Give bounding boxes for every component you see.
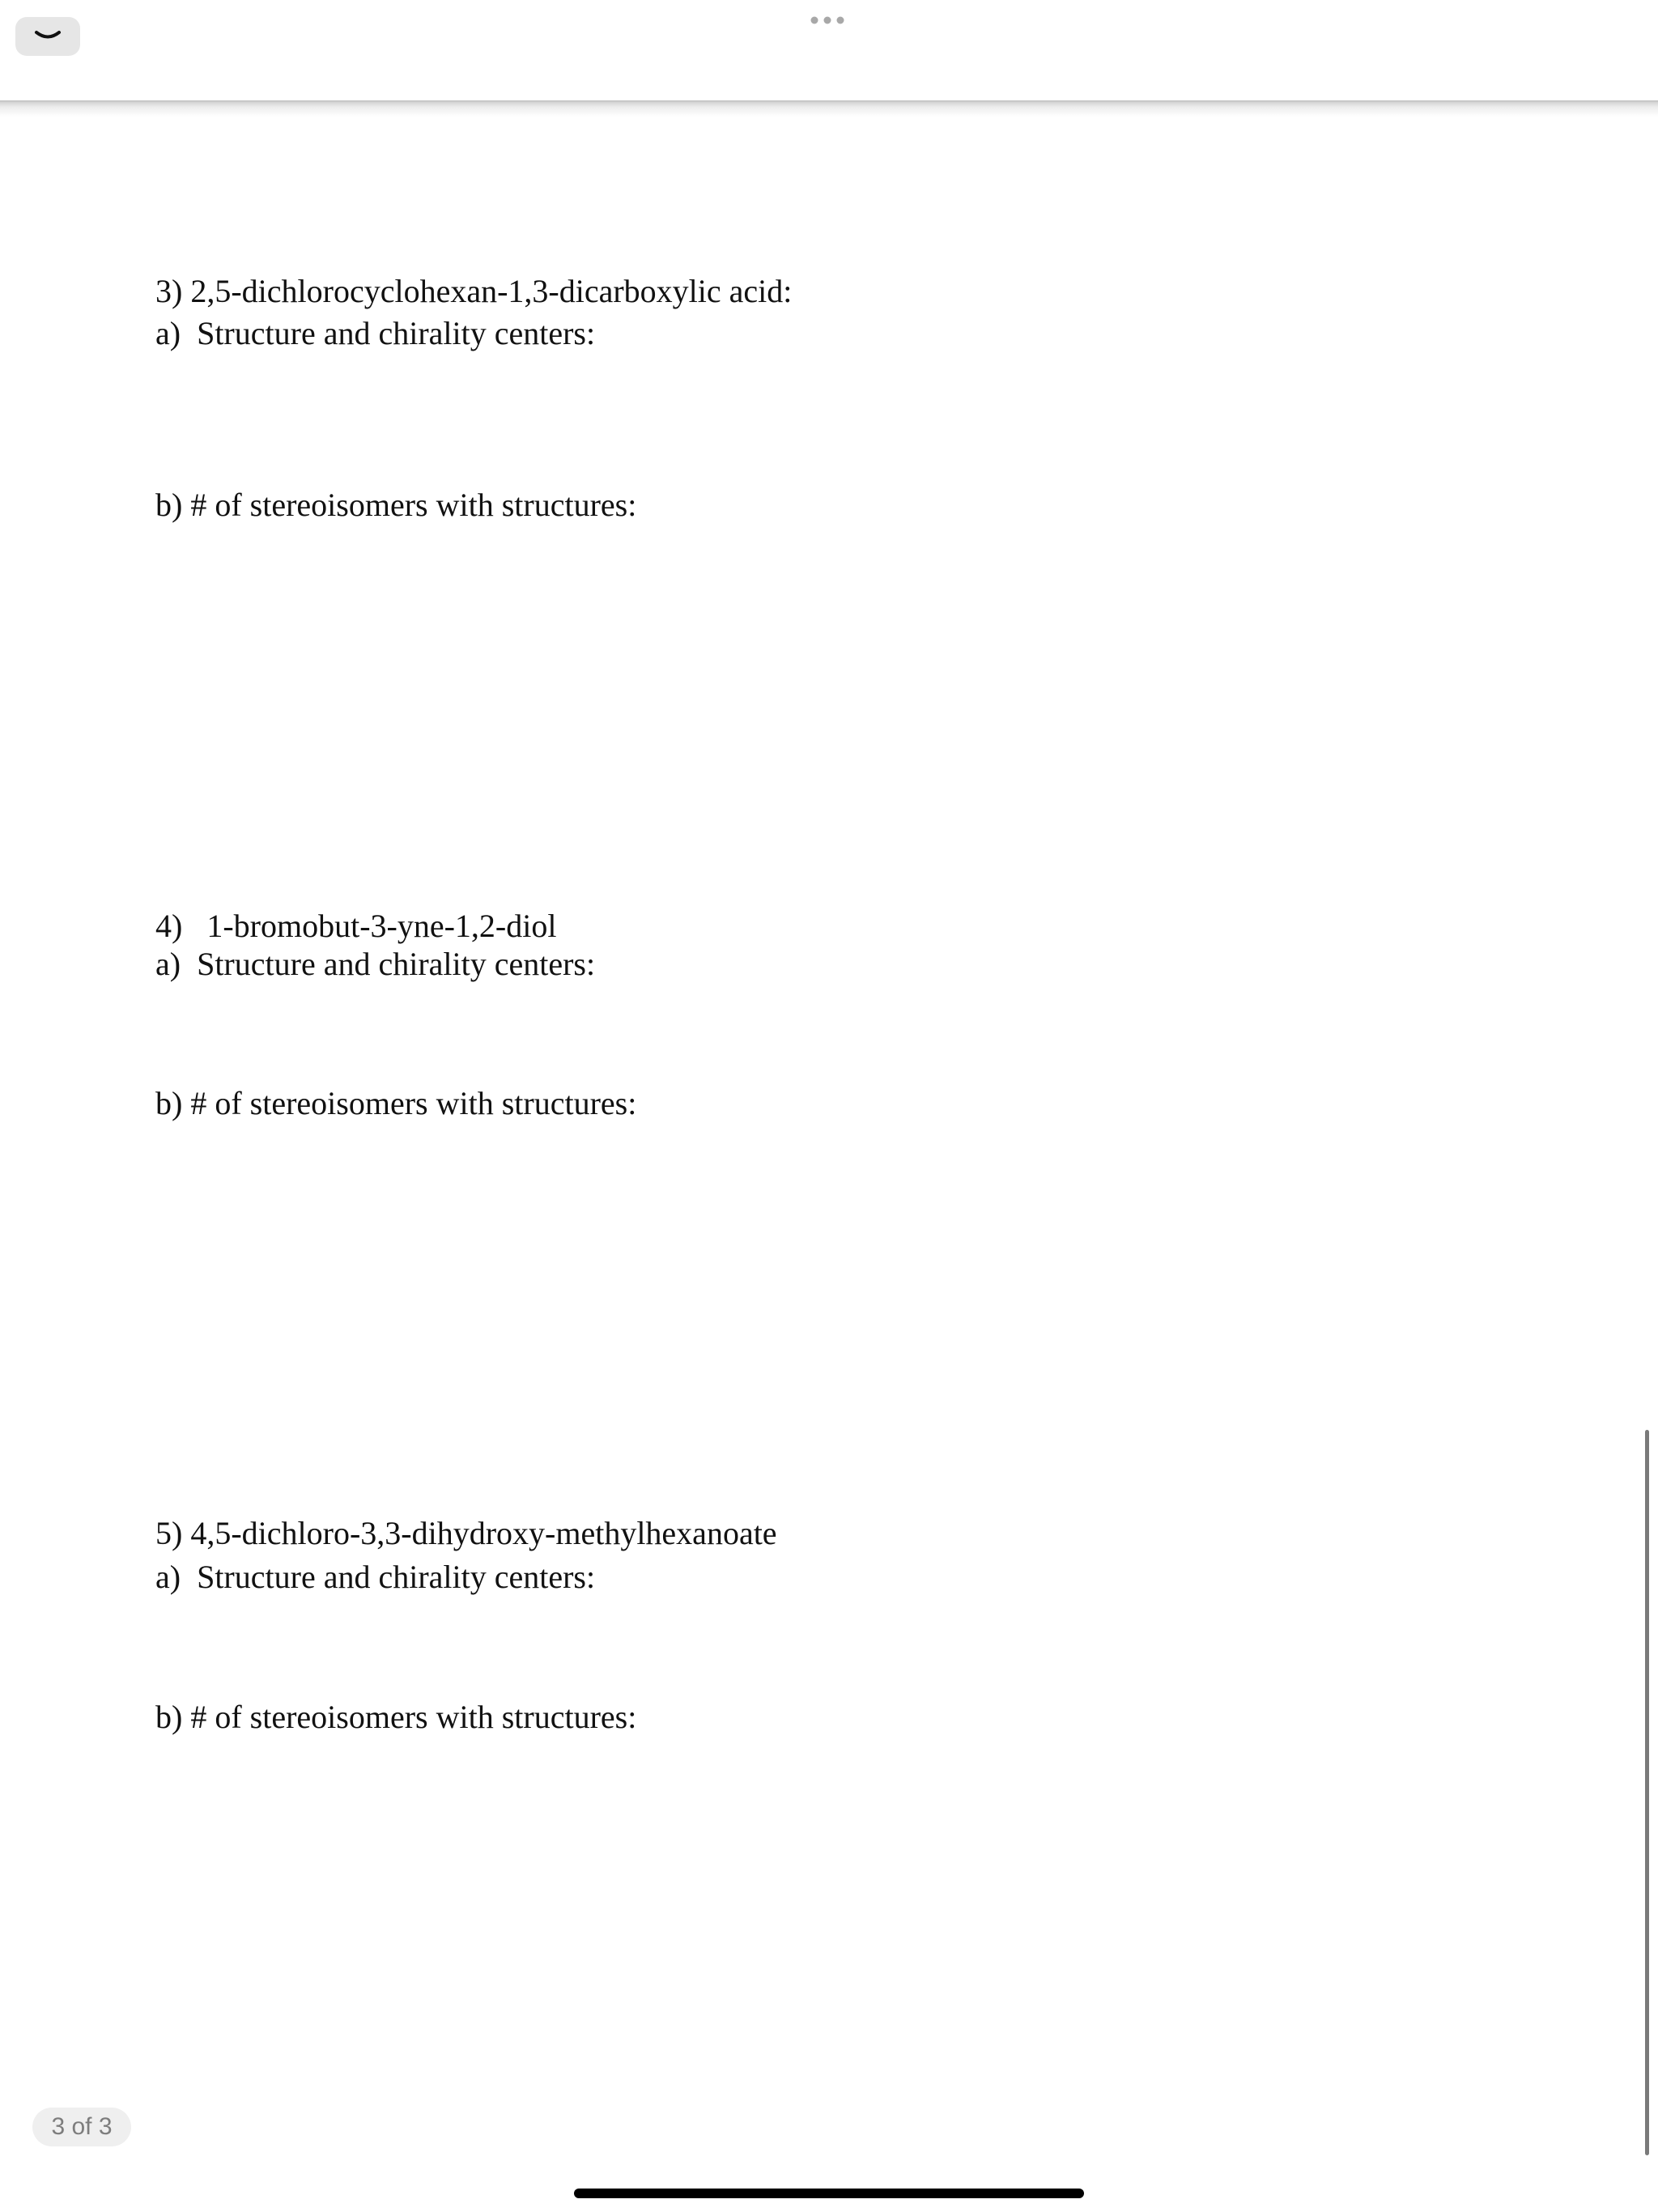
home-indicator[interactable] xyxy=(574,2189,1084,2198)
scrollbar[interactable] xyxy=(1645,1430,1649,2155)
question-5-title: 5) 4,5-dichloro-3,3-dihydroxy-methylhexanoate xyxy=(155,1515,777,1551)
question-3-title: 3) 2,5-dichlorocyclohexan-1,3-dicarboxylic acid: xyxy=(155,273,793,309)
question-5-part-b: b) # of stereoisomers with structures: xyxy=(155,1699,637,1735)
more-horizontal-icon xyxy=(810,15,845,25)
question-3-part-a: a) Structure and chirality centers: xyxy=(155,315,596,351)
collapse-button[interactable] xyxy=(15,17,80,56)
question-5-part-a: a) Structure and chirality centers: xyxy=(155,1559,596,1595)
top-toolbar xyxy=(0,0,1658,100)
chevron-down-icon xyxy=(34,30,62,43)
question-4-part-b: b) # of stereoisomers with structures: xyxy=(155,1085,637,1121)
toolbar-divider xyxy=(0,100,1658,117)
more-options-button[interactable] xyxy=(806,8,848,32)
question-4-part-a: a) Structure and chirality centers: xyxy=(155,946,596,982)
page-indicator: 3 of 3 xyxy=(32,2108,131,2146)
question-4-title: 4) 1-bromobut-3-yne-1,2-diol xyxy=(155,908,557,944)
document-page xyxy=(0,117,1658,2212)
question-3-part-b: b) # of stereoisomers with structures: xyxy=(155,487,637,523)
